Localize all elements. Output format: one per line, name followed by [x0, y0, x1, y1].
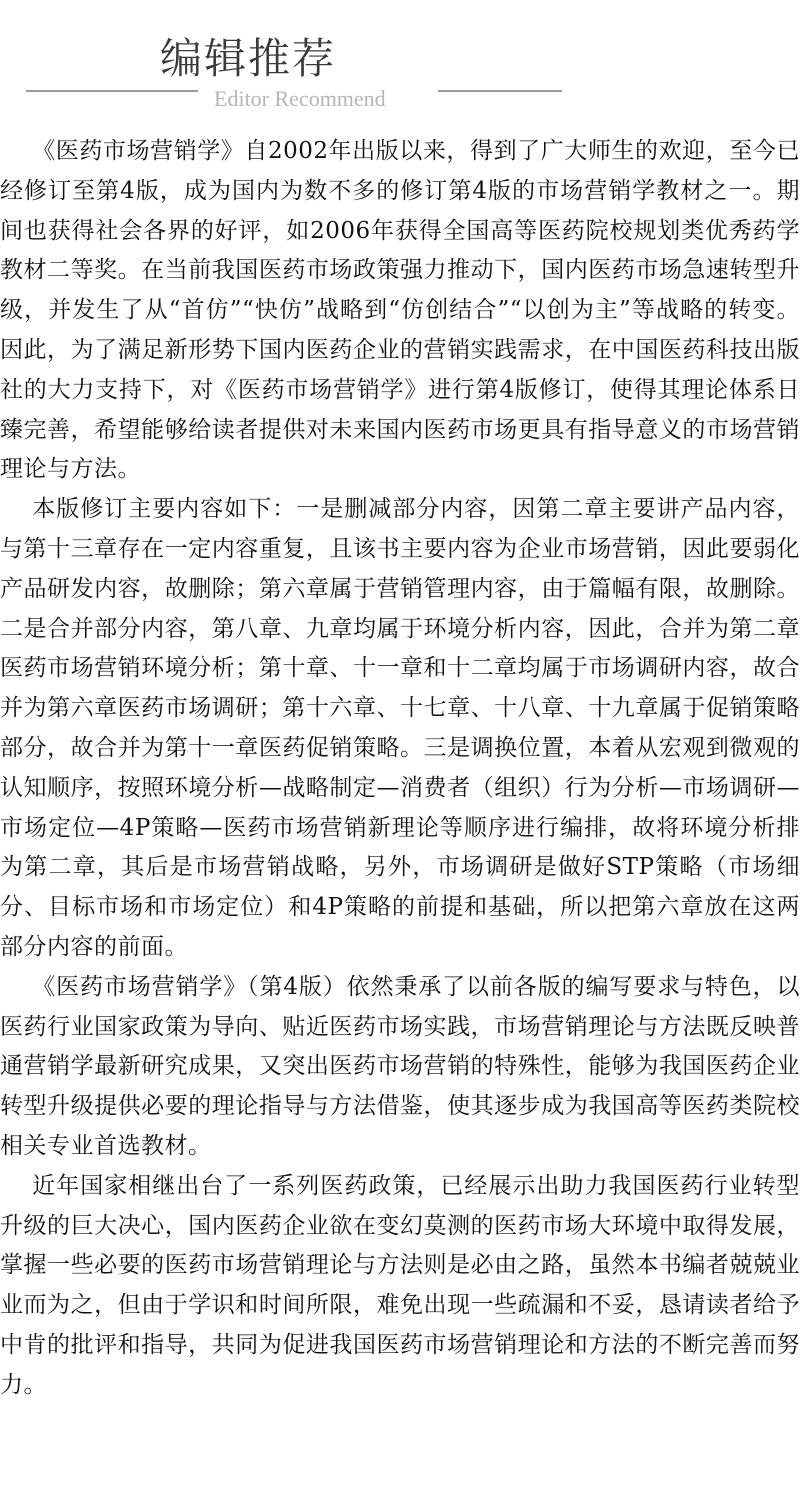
- section-header: [0, 0, 800, 120]
- paragraph-closing: 近年国家相继出台了一系列医药政策，已经展示出助力我国医药行业转型升级的巨大决心，国内医药企业欲在变幻莫测的医药市场大环境中取得发展，掌握一些必要的医药市场营销理论与方法则是必由之路，虽然本书编者兢兢业业而为之，但由于学识和时间所限，难免出现一些疏漏和不妥，恳请读者给予中肯的批评和指导，共同为促进我国医药市场营销理论和方法的不断完善而努力。: [0, 1172, 800, 1398]
- header-divider-left: [26, 90, 198, 92]
- section-title: 编辑推荐: [160, 34, 337, 83]
- header-divider-right: [438, 90, 562, 92]
- section-subtitle: Editor Recommend: [214, 86, 386, 111]
- recommendation-body: [0, 132, 800, 1406]
- paragraph-intro: 《医药市场营销学》自2002年出版以来，得到了广大师生的欢迎，至今已经修订至第4版，成为国内为数不多的修订第4版的市场营销学教材之一。期间也获得社会各界的好评，如2006年获得全国高等医药院校规划类优秀药学教材二等奖。在当前我国医药市场政策强力推动下，国内医药市场急速转型升级，并发生了从“首仿”“快仿”战略到“仿创结合”“以创为主”等战略的转变。因此，为了满足新形势下国内医药企业的营销实践需求，在中国医药科技出版社的大力支持下，对《医药市场营销学》进行第4版修订，使得其理论体系日臻完善，希望能够给读者提供对未来国内医药市场更具有指导意义的市场营销理论与方法。: [0, 138, 800, 483]
- paragraph-features: 《医药市场营销学》（第4版）依然秉承了以前各版的编写要求与特色，以医药行业国家政策为导向、贴近医药市场实践，市场营销理论与方法既反映普通营销学最新研究成果，又突出医药市场营销的特殊性，能够为我国医药企业转型升级提供必要的理论指导与方法借鉴，使其逐步成为我国高等医药类院校相关专业首选教材。: [0, 973, 800, 1159]
- paragraph-revisions: 本版修订主要内容如下：一是删减部分内容，因第二章主要讲产品内容，与第十三章存在一定内容重复，且该书主要内容为企业市场营销，因此要弱化产品研发内容，故删除；第六章属于营销管理内容，由于篇幅有限，故删除。二是合并部分内容，第八章、九章均属于环境分析内容，因此，合并为第二章医药市场营销环境分析；第十章、十一章和十二章均属于市场调研内容，故合并为第六章医药市场调研；第十六章、十七章、十八章、十九章属于促销策略部分，故合并为第十一章医药促销策略。三是调换位置，本着从宏观到微观的认知顺序，按照环境分析—战略制定—消费者（组织）行为分析—市场调研—市场定位—4P策略—医药市场营销新理论等顺序进行编排，故将环境分析排为第二章，其后是市场营销战略，另外，市场调研是做好STP策略（市场细分、目标市场和市场定位）和4P策略的前提和基础，所以把第六章放在这两部分内容的前面。: [0, 496, 800, 960]
